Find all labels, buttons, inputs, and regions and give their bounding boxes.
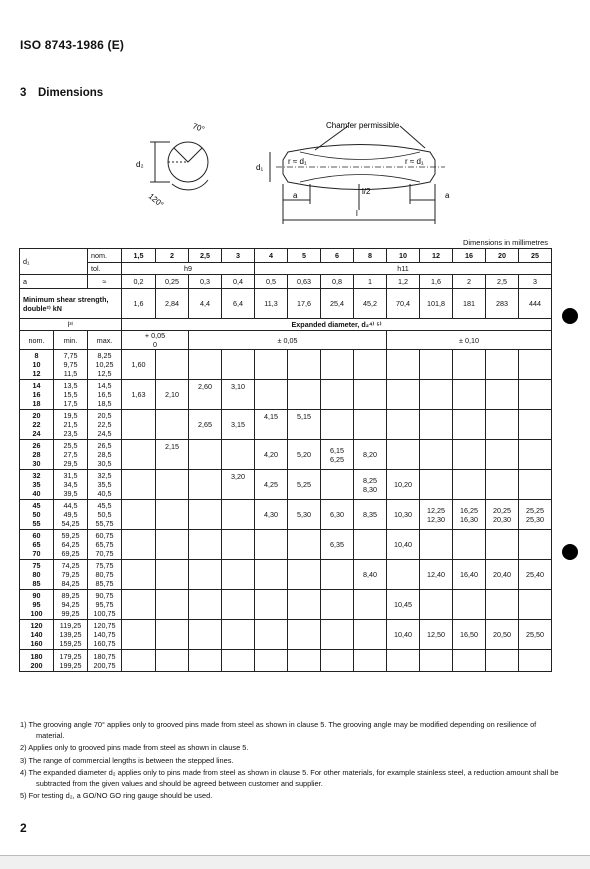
a-value-cell: 0,3 xyxy=(189,275,222,289)
l-nom-header: nom. xyxy=(20,331,54,350)
max-group-cell: 14,5 16,5 18,5 xyxy=(88,380,122,410)
value-cell: 4,15 xyxy=(255,410,288,440)
d1-nom-cell: 2,5 xyxy=(189,249,222,263)
d1-nom-cell: 5 xyxy=(288,249,321,263)
tol-plus-cell xyxy=(122,331,189,350)
d1-nom-cell: 4 xyxy=(255,249,288,263)
min-group-cell: 19,5 21,5 23,5 xyxy=(54,410,88,440)
min-group-cell: 59,25 64,25 69,25 xyxy=(54,530,88,560)
d1-label: d₁ xyxy=(256,163,264,172)
half-length-label: l/2 xyxy=(362,187,371,196)
shear-value-cell: 4,4 xyxy=(189,289,222,319)
nom-group-cell: 20 22 24 xyxy=(20,410,54,440)
value-cell: 8,20 xyxy=(354,440,387,470)
a-value-cell: 2,5 xyxy=(486,275,519,289)
tol-010-cell: ± 0,10 xyxy=(387,331,552,350)
min-group-cell: 31,5 34,5 39,5 xyxy=(54,470,88,500)
binder-hole-mark xyxy=(562,308,578,324)
value-cell: 3,10 xyxy=(222,380,255,410)
l-header: l³⁾ xyxy=(20,319,122,331)
a-value-cell: 1,6 xyxy=(420,275,453,289)
nom-group-cell: 90 95 100 xyxy=(20,590,54,620)
min-group-cell: 13,5 15,5 17,5 xyxy=(54,380,88,410)
value-cell: 16,25 16,30 xyxy=(453,500,486,530)
page-number: 2 xyxy=(20,821,27,835)
d1-nom-cell: 3 xyxy=(222,249,255,263)
nom-group-cell: 14 16 18 xyxy=(20,380,54,410)
angle-bottom-label: 120° xyxy=(146,191,166,210)
a-value-cell: 0,4 xyxy=(222,275,255,289)
shear-value-cell: 2,84 xyxy=(156,289,189,319)
value-cell: 2,10 xyxy=(156,380,189,410)
shear-value-cell: 17,6 xyxy=(288,289,321,319)
d1-nom-cell: 1,5 xyxy=(122,249,156,263)
value-cell: 4,30 xyxy=(255,500,288,530)
max-group-cell: 180,75 200,75 xyxy=(88,650,122,672)
min-group-cell: 7,75 9,75 11,5 xyxy=(54,350,88,380)
value-cell: 2,15 xyxy=(156,440,189,470)
value-cell: 10,40 xyxy=(387,620,420,650)
table-row xyxy=(20,650,552,672)
nom-group-cell: 32 35 40 xyxy=(20,470,54,500)
nom-group-cell: 75 80 85 xyxy=(20,560,54,590)
nom-group-cell: 45 50 55 xyxy=(20,500,54,530)
shear-value-cell: 181 xyxy=(453,289,486,319)
table-row xyxy=(20,380,552,410)
min-group-cell: 119,25 139,25 159,25 xyxy=(54,620,88,650)
chamfer-label: Chamfer permissible xyxy=(326,121,400,130)
tol-plus-label: + 0,05 xyxy=(144,331,166,340)
d1-nom-cell: 12 xyxy=(420,249,453,263)
min-group-cell: 74,25 79,25 84,25 xyxy=(54,560,88,590)
footnote: 3) The range of commercial lengths is between the stepped lines. xyxy=(20,755,234,765)
tol-header: tol. xyxy=(88,263,122,275)
shear-value-cell: 1,6 xyxy=(122,289,156,319)
value-cell: 8,40 xyxy=(354,560,387,590)
a-value-cell: 0,25 xyxy=(156,275,189,289)
value-cell: 2,65 xyxy=(189,410,222,440)
value-cell: 10,30 xyxy=(387,500,420,530)
min-group-cell: 179,25 199,25 xyxy=(54,650,88,672)
value-cell: 5,30 xyxy=(288,500,321,530)
table-row xyxy=(20,620,552,650)
angle-top-label: 70° xyxy=(191,121,206,135)
dimensions-table xyxy=(19,248,552,672)
value-cell: 12,25 12,30 xyxy=(420,500,453,530)
a-value-cell: 0,2 xyxy=(122,275,156,289)
page-bottom-edge xyxy=(0,855,590,869)
table-row xyxy=(20,350,552,380)
min-group-cell: 25,5 27,5 29,5 xyxy=(54,440,88,470)
a-value-cell: 0,63 xyxy=(288,275,321,289)
shear-value-cell: 444 xyxy=(519,289,552,319)
max-group-cell: 8,25 10,25 12,5 xyxy=(88,350,122,380)
tol-h11-cell: h11 xyxy=(255,263,552,275)
value-cell: 6,35 xyxy=(321,530,354,560)
a-value-cell: 0,8 xyxy=(321,275,354,289)
section-heading xyxy=(20,87,103,99)
table-row xyxy=(20,560,552,590)
value-cell: 5,15 xyxy=(288,410,321,440)
shear-value-cell: 11,3 xyxy=(255,289,288,319)
r-label-right: r ≈ d₁ xyxy=(405,157,424,166)
value-cell: 4,25 xyxy=(255,470,288,500)
value-cell: 16,40 xyxy=(453,560,486,590)
value-cell: 16,50 xyxy=(453,620,486,650)
tol-h9-cell: h9 xyxy=(122,263,255,275)
value-cell: 5,20 xyxy=(288,440,321,470)
value-cell: 25,40 xyxy=(519,560,552,590)
value-cell: 1,60 xyxy=(122,350,156,380)
a-label-right: a xyxy=(445,191,450,200)
a-value-cell: 3 xyxy=(519,275,552,289)
l-max-header: max. xyxy=(88,331,122,350)
max-group-cell: 26,5 28,5 30,5 xyxy=(88,440,122,470)
shear-value-cell: 25,4 xyxy=(321,289,354,319)
a-value-cell: 1,2 xyxy=(387,275,420,289)
value-cell: 10,20 xyxy=(387,470,420,500)
binder-hole-mark xyxy=(562,544,578,560)
footnote: 1) The grooving angle 70° applies only to grooved pins made from steel as shown in clause 5. The grooving angle may be modified depending on resilience of material. xyxy=(20,720,537,740)
a-approx: ≈ xyxy=(88,275,122,289)
pin-drawings xyxy=(100,112,460,232)
value-cell: 25,25 25,30 xyxy=(519,500,552,530)
nom-group-cell: 26 28 30 xyxy=(20,440,54,470)
table-row xyxy=(20,530,552,560)
max-group-cell: 45,5 50,5 55,75 xyxy=(88,500,122,530)
footnotes xyxy=(20,720,560,804)
nom-group-cell: 180 200 xyxy=(20,650,54,672)
max-group-cell: 32,5 35,5 40,5 xyxy=(88,470,122,500)
l-min-header: min. xyxy=(54,331,88,350)
nom-group-cell: 120 140 160 xyxy=(20,620,54,650)
value-cell: 8,25 8,30 xyxy=(354,470,387,500)
max-group-cell: 75,75 80,75 85,75 xyxy=(88,560,122,590)
value-cell: 20,40 xyxy=(486,560,519,590)
value-cell: 6,30 xyxy=(321,500,354,530)
section-number: 3 xyxy=(20,87,27,99)
value-cell: 12,50 xyxy=(420,620,453,650)
shear-value-cell: 283 xyxy=(486,289,519,319)
value-cell: 8,35 xyxy=(354,500,387,530)
value-cell: 1,63 xyxy=(122,380,156,410)
value-cell: 2,60 xyxy=(189,380,222,410)
cross-section-drawing xyxy=(150,142,208,190)
value-cell: 3,20 xyxy=(222,470,255,500)
shear-header: Minimum shear strength, double²⁾ kN xyxy=(20,289,122,319)
a-value-cell: 1 xyxy=(354,275,387,289)
nom-header: nom. xyxy=(88,249,122,263)
value-cell: 4,20 xyxy=(255,440,288,470)
table-row xyxy=(20,590,552,620)
section-title: Dimensions xyxy=(38,87,104,99)
nom-group-cell: 60 65 70 xyxy=(20,530,54,560)
shear-value-cell: 70,4 xyxy=(387,289,420,319)
d2-label: d₂ xyxy=(136,160,144,169)
tol-plus-lower: 0 xyxy=(153,340,157,349)
expanded-diameter-header: Expanded diameter, d₂⁴⁾ ⁵⁾ xyxy=(122,319,552,331)
a-value-cell: 0,5 xyxy=(255,275,288,289)
shear-value-cell: 101,8 xyxy=(420,289,453,319)
shear-value-cell: 6,4 xyxy=(222,289,255,319)
length-label: l xyxy=(356,209,358,218)
d1-nom-cell: 16 xyxy=(453,249,486,263)
d1-nom-cell: 20 xyxy=(486,249,519,263)
d1-nom-cell: 8 xyxy=(354,249,387,263)
a-value-cell: 2 xyxy=(453,275,486,289)
shear-value-cell: 45,2 xyxy=(354,289,387,319)
document-header: ISO 8743-1986 (E) xyxy=(20,38,125,52)
d1-nom-cell: 2 xyxy=(156,249,189,263)
r-label-left: r ≈ d₁ xyxy=(288,157,307,166)
table-row xyxy=(20,410,552,440)
value-cell: 25,50 xyxy=(519,620,552,650)
max-group-cell: 120,75 140,75 160,75 xyxy=(88,620,122,650)
d1-nom-cell: 6 xyxy=(321,249,354,263)
units-note: Dimensions in millimetres xyxy=(462,238,548,247)
tol-005-cell: ± 0,05 xyxy=(189,331,387,350)
max-group-cell: 60,75 65,75 70,75 xyxy=(88,530,122,560)
d1-header: d₁ xyxy=(20,249,88,275)
d1-nom-cell: 10 xyxy=(387,249,420,263)
footnote: 2) Applies only to grooved pins made from steel as shown in clause 5. xyxy=(20,743,249,752)
min-group-cell: 89,25 94,25 99,25 xyxy=(54,590,88,620)
nom-group-cell: 8 10 12 xyxy=(20,350,54,380)
value-cell: 10,40 xyxy=(387,530,420,560)
footnote: 4) The expanded diameter d₂ applies only to pins made from steel as shown in clause 5. For other materials, for example stainless steel, a reduction amount shall be subtracted from the given values and should be agreed between customer and supplier. xyxy=(20,768,559,788)
value-cell: 6,15 6,25 xyxy=(321,440,354,470)
max-group-cell: 20,5 22,5 24,5 xyxy=(88,410,122,440)
value-cell: 20,50 xyxy=(486,620,519,650)
table-row xyxy=(20,470,552,500)
value-cell: 10,45 xyxy=(387,590,420,620)
table-row xyxy=(20,440,552,470)
footnote: 5) For testing d₂, a GO/NO GO ring gauge should be used. xyxy=(20,791,213,800)
min-group-cell: 44,5 49,5 54,25 xyxy=(54,500,88,530)
value-cell: 5,25 xyxy=(288,470,321,500)
a-header: a xyxy=(20,275,88,289)
table-row xyxy=(20,500,552,530)
max-group-cell: 90,75 95,75 100,75 xyxy=(88,590,122,620)
value-cell: 3,15 xyxy=(222,410,255,440)
value-cell: 20,25 20,30 xyxy=(486,500,519,530)
value-cell: 12,40 xyxy=(420,560,453,590)
d1-nom-cell: 25 xyxy=(519,249,552,263)
a-label-left: a xyxy=(293,191,298,200)
